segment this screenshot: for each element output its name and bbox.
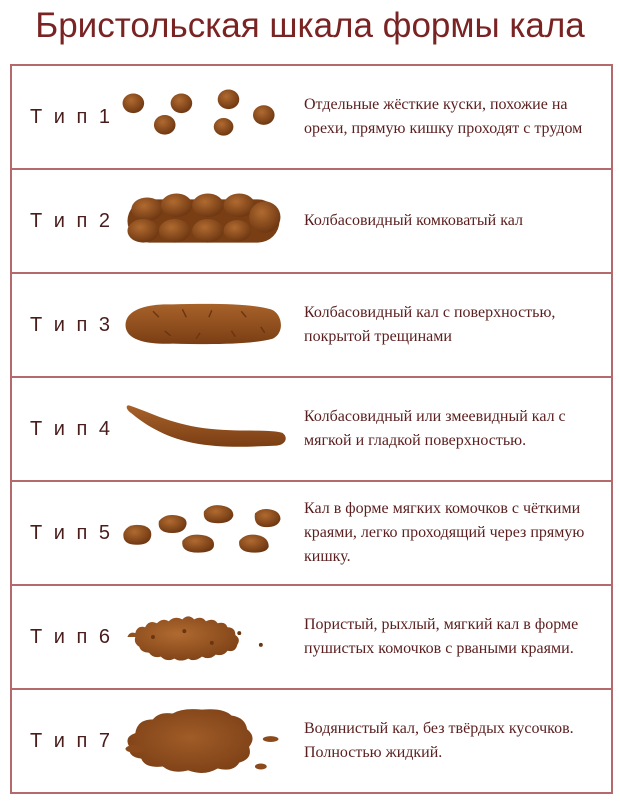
watery-puddle-icon (112, 690, 292, 792)
type-description: Отдельные жёсткие куски, похожие на орехи, прямую кишку проходят с трудом (304, 96, 583, 137)
separate-hard-lumps-illustration (112, 66, 292, 168)
smooth-snake-icon (112, 378, 292, 480)
table-row-type-5 (12, 480, 611, 584)
soft-blobs-illustration (112, 482, 292, 584)
type-label: Т и п 5 (30, 521, 114, 544)
type-label: Т и п 6 (30, 625, 114, 648)
lumpy-sausage-icon (112, 170, 292, 272)
type-label: Т и п 3 (30, 313, 114, 336)
soft-blobs-icon (112, 482, 292, 584)
type-description: Колбасовидный комковатый кал (304, 212, 523, 229)
type-description: Кал в форме мягких комочков с чёткими краями, легко проходящий через прямую кишку. (304, 500, 585, 565)
lumpy-sausage-illustration (112, 170, 292, 272)
table-row-type-7 (12, 688, 611, 794)
bristol-scale-table (10, 64, 613, 794)
table-row-type-3 (12, 272, 611, 376)
cracked-sausage-icon (112, 274, 292, 376)
mushy-fluffy-icon (112, 586, 292, 688)
table-row-type-6 (12, 584, 611, 688)
type-description: Водянистый кал, без твёрдых кусочков. Полностью жидкий. (304, 720, 574, 761)
table-row-type-4 (12, 376, 611, 480)
type-description: Колбасовидный кал с поверхностью, покрытой трещинами (304, 304, 556, 345)
cracked-sausage-illustration (112, 274, 292, 376)
type-description: Колбасовидный или змеевидный кал с мягкой и гладкой поверхностью. (304, 408, 566, 449)
mushy-fluffy-illustration (112, 586, 292, 688)
smooth-snake-illustration (112, 378, 292, 480)
type-description: Пористый, рыхлый, мягкий кал в форме пушистых комочков с рваными краями. (304, 616, 579, 657)
type-label: Т и п 2 (30, 209, 114, 232)
table-row-type-2 (12, 168, 611, 272)
page-title: Бристольская шкала формы кала (35, 6, 585, 45)
separate-hard-lumps-icon (112, 66, 292, 168)
watery-puddle-illustration (112, 690, 292, 792)
type-label: Т и п 1 (30, 105, 114, 128)
type-label: Т и п 4 (30, 417, 114, 440)
type-label: Т и п 7 (30, 729, 114, 752)
table-row-type-1 (12, 64, 611, 168)
